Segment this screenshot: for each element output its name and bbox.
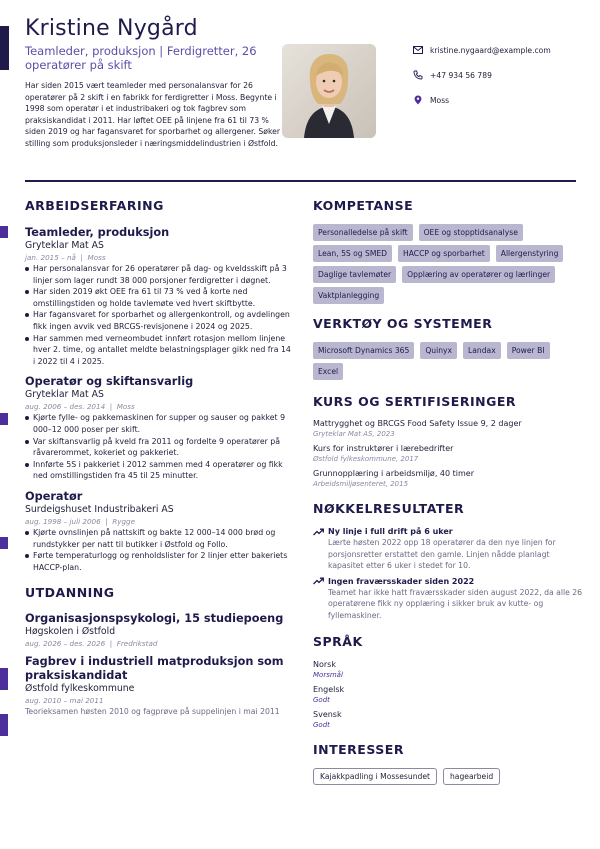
- job-title: Operatør og skiftansvarlig: [25, 375, 194, 389]
- tools-tags: [313, 342, 575, 380]
- languages-heading: SPRÅK: [313, 633, 363, 649]
- job-bullets: [25, 412, 293, 482]
- language-name: Svensk: [313, 709, 342, 719]
- phone-icon: [413, 70, 423, 80]
- education-entry: [25, 612, 293, 649]
- location-text: Moss: [430, 95, 450, 105]
- edu-accent-bar-2: [0, 714, 8, 736]
- resume-header: [0, 0, 600, 180]
- job-company: Gryteklar Mat AS: [25, 389, 104, 401]
- experience-heading: ARBEIDSERFARING: [25, 198, 164, 213]
- tool-tag: Excel: [313, 363, 343, 380]
- language-item: [313, 684, 583, 705]
- education-entry: [25, 655, 293, 718]
- result-title-row: [313, 576, 583, 587]
- degree-title: Organisasjonspsykologi, 15 studiepoeng: [25, 612, 284, 626]
- skill-tag: Vaktplanlegging: [313, 287, 384, 304]
- job-title: Operatør: [25, 489, 83, 503]
- contact-location: [413, 94, 593, 106]
- contact-phone[interactable]: [413, 69, 593, 81]
- job-meta: jan. 2015 – nå | Moss: [25, 253, 106, 262]
- course-title: Mattrygghet og BRCGS Food Safety Issue 9, 2 dager: [313, 419, 522, 428]
- skills-heading: KOMPETANSE: [313, 198, 414, 213]
- headline: Teamleder, produksjon | Ferdigretter, 26 operatører på skift: [25, 44, 257, 72]
- education-meta: aug. 2026 – des. 2026 | Fredrikstad: [25, 639, 158, 649]
- job-entry: [25, 226, 293, 367]
- job-company: Surdeigshuset Industribakeri AS: [25, 503, 174, 515]
- course-list: [313, 418, 583, 489]
- language-item: [313, 709, 583, 730]
- tool-tag: Landax: [463, 342, 501, 359]
- left-column: [25, 198, 293, 718]
- language-level: Godt: [313, 720, 330, 729]
- skill-tag: Lean, 5S og SMED: [313, 245, 392, 262]
- courses-heading: KURS OG SERTIFISERINGER: [313, 394, 517, 409]
- job-title: Teamleder, produksjon: [25, 226, 170, 239]
- contact-info: [413, 44, 593, 119]
- job-company: Gryteklar Mat AS: [25, 240, 104, 251]
- results-list: [313, 526, 583, 622]
- interest-tag: Kajakkpadling i Mossesundet: [313, 768, 437, 785]
- course-item: [313, 468, 583, 489]
- course-title: Kurs for instruktører i lærebedrifter: [313, 444, 454, 453]
- school-name: Østfold fylkeskommune: [25, 683, 135, 695]
- email-text: kristine.nygaard@example.com: [430, 45, 551, 55]
- profile-photo: [282, 44, 376, 138]
- bullet: Innførte 5S i pakkeriet i 2012 sammen med 4 operatører og fikk ned omstillingstiden fra 45 til 25 minutter.: [25, 459, 293, 482]
- result-text: Teamet har ikke hatt fraværsskader siden august 2022, da alle 26 operatørene fikk ny opplæring i sikker bruk av kutte- og fyllemaskiner.: [328, 587, 583, 620]
- education-meta: aug. 2010 – mai 2011: [25, 696, 104, 706]
- bullet: Har fagansvaret for sporbarhet og allergenkontroll, og avdelingen fikk ingen avvik ved BRCGS-revisjonene i 2024 og 2025.: [25, 309, 293, 332]
- degree-title: Fagbrev i industriell matproduksjon som praksiskandidat: [25, 655, 284, 683]
- job-bullets: [25, 527, 293, 573]
- language-item: [313, 659, 583, 680]
- mail-icon: [413, 45, 423, 55]
- job-entry: [25, 375, 293, 482]
- interest-tag: hagearbeid: [443, 768, 500, 785]
- language-level: Morsmål: [313, 670, 343, 679]
- course-item: [313, 443, 583, 464]
- job-meta: aug. 1998 – juli 2006 | Rygge: [25, 516, 136, 526]
- skills-tags: [313, 224, 575, 304]
- language-level: Godt: [313, 695, 330, 704]
- school-name: Høgskolen i Østfold: [25, 626, 116, 638]
- contact-email[interactable]: [413, 44, 593, 56]
- job-bullets: [25, 263, 293, 367]
- job-accent-bar-3: [0, 537, 8, 549]
- phone-text: +47 934 56 789: [430, 70, 492, 80]
- skill-tag: Personalledelse på skift: [313, 224, 413, 241]
- tool-tag: Quinyx: [420, 342, 457, 359]
- tool-tag: Power BI: [507, 342, 550, 359]
- language-name: Norsk: [313, 659, 336, 669]
- results-heading: NØKKELRESULTATER: [313, 501, 465, 516]
- result-title-row: [313, 526, 583, 537]
- bullet: Har sammen med verneombudet innført rotasjon mellom linjene hver 2. time, og antallet meldte belastningsplager gikk ned fra 14 i 2022 til 4 i 2025.: [25, 333, 293, 368]
- header-divider: [25, 180, 576, 182]
- tools-heading: VERKTØY OG SYSTEMER: [313, 316, 493, 331]
- languages-list: [313, 659, 583, 730]
- skill-tag: OEE og stopptidsanalyse: [419, 224, 523, 241]
- bullet: Kjørte ovnslinjen på nattskift og bakte 12 000–14 000 brød og rundstykker per natt til butikker i Østfold og Follo.: [25, 527, 293, 550]
- course-meta: Gryteklar Mat AS, 2023: [313, 430, 395, 438]
- result-text: Lærte høsten 2022 opp 18 operatører da den nye linjen for porsjonsretter erstattet den gamle. Linjen nådde planlagt kapasitet etter 6 uker i stedet for 10.: [328, 538, 556, 571]
- edu-accent-bar-1: [0, 668, 8, 690]
- job-entry: [25, 490, 293, 573]
- result-title: Ny linje i full drift på 6 uker: [328, 527, 453, 536]
- result-item: [313, 526, 583, 572]
- course-meta: Arbeidsmiljøsenteret, 2015: [313, 480, 409, 488]
- right-column: [313, 198, 583, 785]
- interests-heading: INTERESSER: [313, 741, 404, 757]
- skill-tag: Daglige tavlemøter: [313, 266, 396, 283]
- job-meta: aug. 2006 – des. 2014 | Moss: [25, 402, 135, 412]
- skill-tag: Opplæring av operatører og lærlinger: [402, 266, 555, 283]
- job-accent-bar-2: [0, 413, 8, 425]
- profile-summary: Har siden 2015 vært teamleder med personalansvar for 26 operatører på 2 skift i en fabrikk for ferdigretter i Moss. Begynte i 1998 som operatør i et industribakeri og tok fagbrev som praksiskandidat i 2011. Har løftet OEE på linjene fra 61 til 73 % siden 2019 og har fagansvaret for sporbarhet og allergener. Søker stilling som produksjonsleder i næringsmiddelindustrien i Østfold.: [25, 81, 281, 148]
- person-name: Kristine Nygård: [25, 16, 198, 41]
- tool-tag: Microsoft Dynamics 365: [313, 342, 414, 359]
- location-pin-icon: [413, 95, 423, 105]
- trend-up-icon: [313, 577, 324, 585]
- course-title: Grunnopplæring i arbeidsmiljø, 40 timer: [313, 469, 474, 478]
- bullet: Har siden 2019 økt OEE fra 61 til 73 % ved å korte ned omstillingstiden og holde tavlemøte ved hvert skiftbytte.: [25, 286, 293, 309]
- bullet: Har personalansvar for 26 operatører på dag- og kveldsskift på 3 linjer som lager rundt 38 000 porsjoner ferdigretter i døgnet.: [25, 263, 293, 286]
- education-note: Teorieksamen høsten 2010 og fagprøve på suppelinjen i mai 2011: [25, 707, 280, 717]
- language-name: Engelsk: [313, 684, 345, 694]
- course-item: [313, 418, 583, 439]
- skill-tag: Allergenstyring: [496, 245, 564, 262]
- skill-tag: HACCP og sporbarhet: [398, 245, 490, 262]
- result-title: Ingen fraværsskader siden 2022: [328, 576, 475, 586]
- bullet: Var skiftansvarlig på kveld fra 2011 og fordelte 9 operatører på råvarerommet, kokeriet og pakkeriet.: [25, 436, 293, 459]
- job-accent-bar-1: [0, 226, 8, 238]
- interests-tags: [313, 768, 583, 785]
- trend-up-icon: [313, 528, 324, 536]
- bullet: Kjørte fylle- og pakkemaskinen for supper og sauser og pakket 9 000–12 000 poser per skift.: [25, 412, 293, 435]
- bullet: Førte temperaturlogg og renholdslister for 2 linjer etter bakeriets HACCP-plan.: [25, 550, 293, 573]
- course-meta: Østfold fylkeskommune, 2017: [313, 455, 419, 463]
- portrait-image: [282, 44, 376, 138]
- education-heading: UTDANNING: [25, 585, 115, 601]
- result-item: [313, 576, 583, 622]
